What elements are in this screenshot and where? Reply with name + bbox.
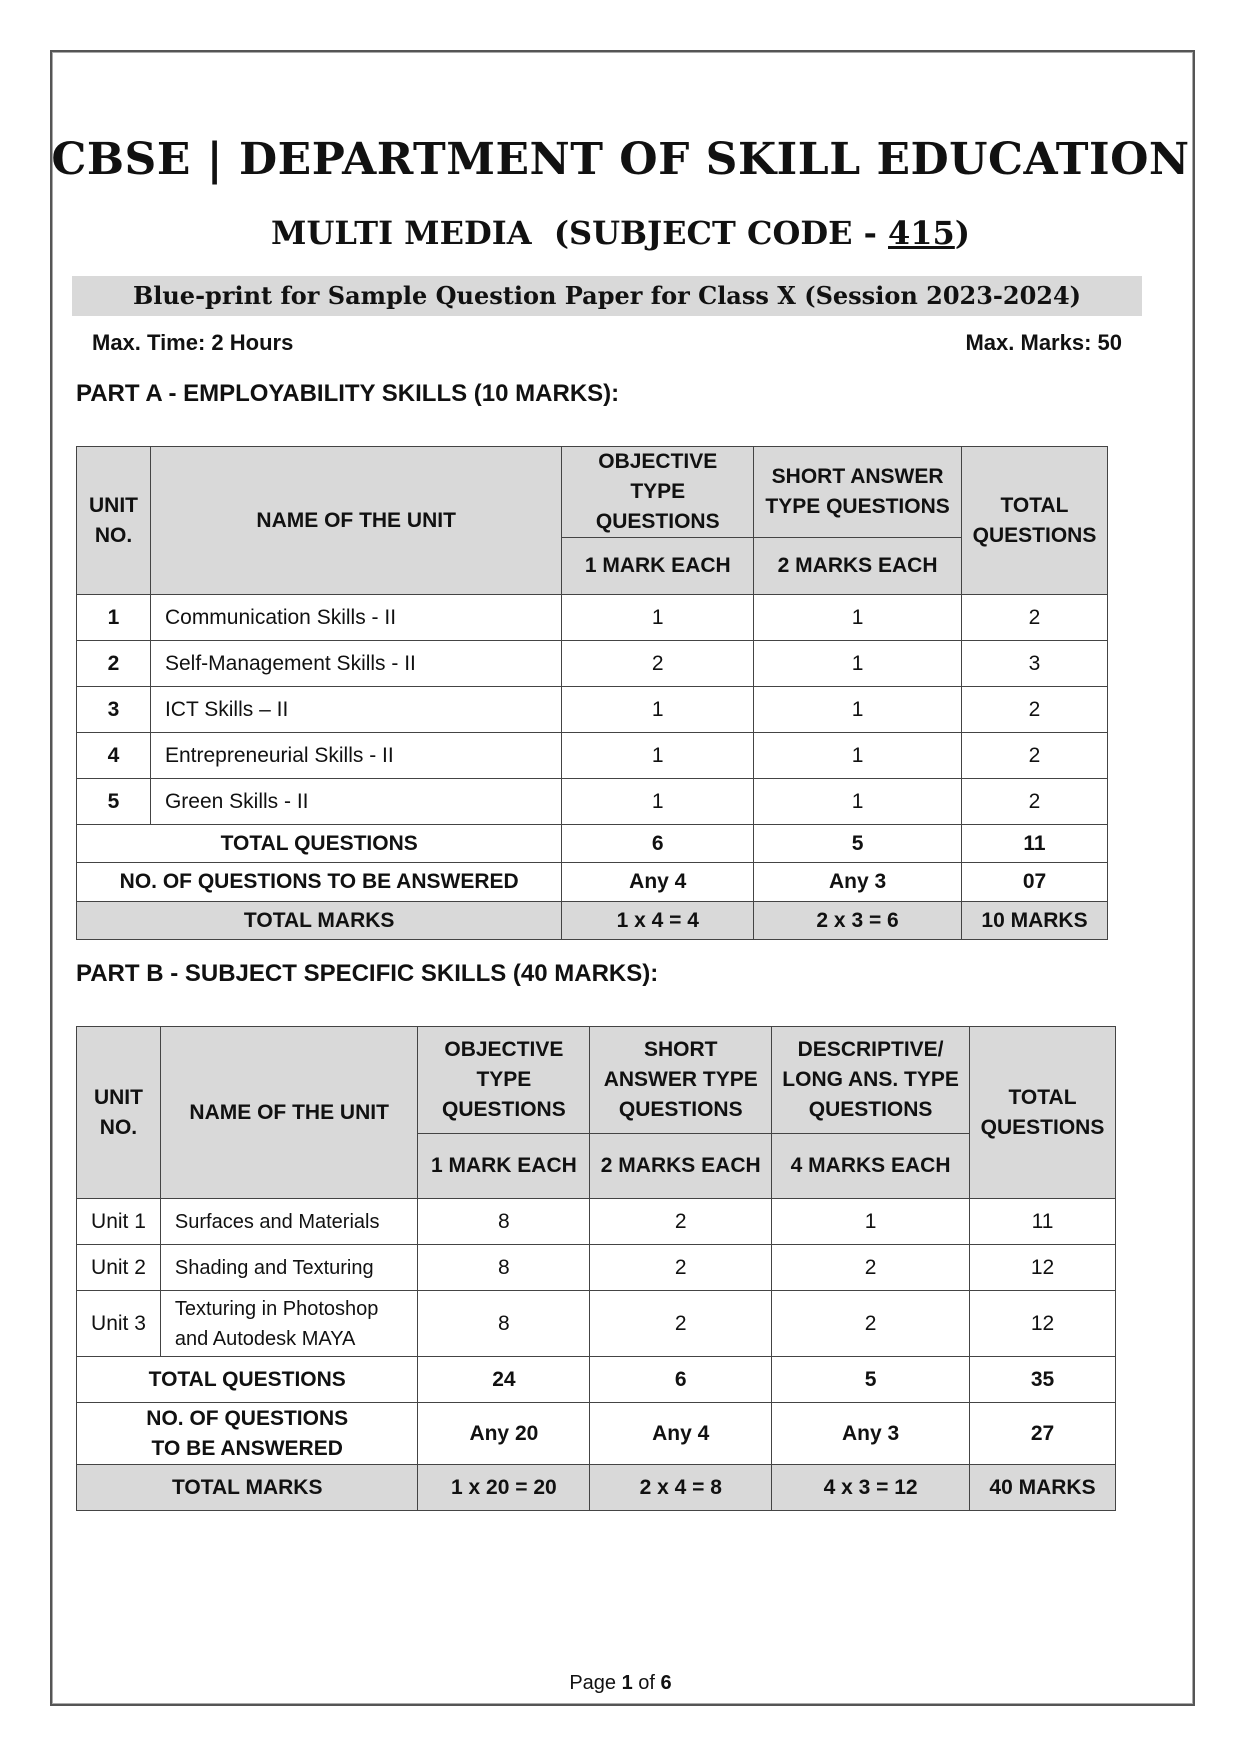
short-count: 1: [754, 641, 962, 687]
page-total: 6: [660, 1672, 672, 1694]
unit-name: Surfaces and Materials: [160, 1199, 418, 1245]
total-count: 11: [970, 1199, 1116, 1245]
page-footer: [0, 1672, 1241, 1695]
questions-to-answer-row: [77, 863, 1108, 902]
objective-count: 2: [562, 641, 754, 687]
long-count: 2: [772, 1245, 970, 1291]
total-count: 3: [962, 641, 1108, 687]
marks-short: 2 x 4 = 8: [590, 1465, 772, 1511]
col-short-marks: 2 MARKS EACH: [754, 538, 962, 595]
long-count: 2: [772, 1291, 970, 1357]
marks-total: 10 MARKS: [962, 902, 1108, 940]
answer-short: Any 3: [754, 863, 962, 902]
unit-name: Self-Management Skills - II: [150, 641, 561, 687]
total-short: 6: [590, 1357, 772, 1403]
answer-long: Any 3: [772, 1403, 970, 1465]
marks-total: 40 MARKS: [970, 1465, 1116, 1511]
questions-to-answer-label: NO. OF QUESTIONS TO BE ANSWERED: [77, 863, 562, 902]
col-objective: OBJECTIVE TYPE QUESTIONS: [562, 447, 754, 538]
objective-count: 8: [418, 1199, 590, 1245]
subject-title: [0, 214, 1241, 252]
table-row: [77, 1291, 1116, 1357]
table-row: [77, 779, 1108, 825]
objective-count: 1: [562, 687, 754, 733]
marks-objective: 1 x 4 = 4: [562, 902, 754, 940]
total-objective: 6: [562, 825, 754, 863]
questions-to-answer-line1: NO. OF QUESTIONS: [146, 1406, 349, 1430]
answer-total: 27: [970, 1403, 1116, 1465]
table-row: [77, 595, 1108, 641]
total-all: 11: [962, 825, 1108, 863]
col-short-marks: 2 MARKS EACH: [590, 1134, 772, 1199]
unit-name: Texturing in Photoshop and Autodesk MAYA: [160, 1291, 418, 1357]
col-short-answer: SHORT ANSWER TYPE QUESTIONS: [590, 1027, 772, 1134]
long-count: 1: [772, 1199, 970, 1245]
unit-name: Shading and Texturing: [160, 1245, 418, 1291]
short-count: 1: [754, 687, 962, 733]
unit-no: 1: [77, 595, 151, 641]
col-short-answer: SHORT ANSWER TYPE QUESTIONS: [754, 447, 962, 538]
part-a-heading: PART A - EMPLOYABILITY SKILLS (10 MARKS):: [76, 380, 620, 407]
total-marks-label: TOTAL MARKS: [77, 902, 562, 940]
answer-short: Any 4: [590, 1403, 772, 1465]
objective-count: 1: [562, 733, 754, 779]
objective-count: 8: [418, 1291, 590, 1357]
short-count: 1: [754, 779, 962, 825]
unit-no: 5: [77, 779, 151, 825]
total-count: 2: [962, 733, 1108, 779]
page-word: Page: [569, 1672, 617, 1694]
col-unit-no: UNIT NO.: [77, 1027, 161, 1199]
table-row: [77, 733, 1108, 779]
total-marks-row: [77, 902, 1108, 940]
marks-objective: 1 x 20 = 20: [418, 1465, 590, 1511]
unit-no: Unit 1: [77, 1199, 161, 1245]
subject-code: 415: [888, 214, 955, 252]
unit-name: Green Skills - II: [150, 779, 561, 825]
subject-title-prefix: MULTI MEDIA (SUBJECT CODE -: [271, 214, 889, 252]
short-count: 2: [590, 1199, 772, 1245]
part-b-table: [76, 1026, 1116, 1511]
short-count: 2: [590, 1291, 772, 1357]
unit-name: Communication Skills - II: [150, 595, 561, 641]
total-count: 2: [962, 595, 1108, 641]
part-a-table: [76, 446, 1108, 940]
table-row: [77, 687, 1108, 733]
short-count: 2: [590, 1245, 772, 1291]
unit-no: Unit 2: [77, 1245, 161, 1291]
objective-count: 1: [562, 595, 754, 641]
page-title: CBSE | DEPARTMENT OF SKILL EDUCATION: [51, 134, 1190, 185]
col-long-marks: 4 MARKS EACH: [772, 1134, 970, 1199]
unit-name: ICT Skills – II: [150, 687, 561, 733]
total-count: 12: [970, 1291, 1116, 1357]
col-total: TOTAL QUESTIONS: [970, 1027, 1116, 1199]
total-objective: 24: [418, 1357, 590, 1403]
col-unit-no: UNIT NO.: [77, 447, 151, 595]
unit-no: 2: [77, 641, 151, 687]
col-objective-marks: 1 MARK EACH: [562, 538, 754, 595]
questions-to-answer-row: [77, 1403, 1116, 1465]
total-long: 5: [772, 1357, 970, 1403]
total-marks-row: [77, 1465, 1116, 1511]
part-b-heading: PART B - SUBJECT SPECIFIC SKILLS (40 MARKS):: [76, 960, 659, 987]
max-marks: Max. Marks: 50: [965, 330, 1122, 355]
total-short: 5: [754, 825, 962, 863]
answer-total: 07: [962, 863, 1108, 902]
answer-objective: Any 20: [418, 1403, 590, 1465]
total-questions-row: [77, 825, 1108, 863]
marks-short: 2 x 3 = 6: [754, 902, 962, 940]
unit-name: Entrepreneurial Skills - II: [150, 733, 561, 779]
max-time: Max. Time: 2 Hours: [92, 330, 294, 355]
total-all: 35: [970, 1357, 1116, 1403]
subject-title-suffix: ): [954, 214, 970, 252]
of-word: of: [638, 1672, 655, 1694]
total-count: 2: [962, 779, 1108, 825]
total-questions-row: [77, 1357, 1116, 1403]
total-questions-label: TOTAL QUESTIONS: [77, 825, 562, 863]
table-row: [77, 1245, 1116, 1291]
short-count: 1: [754, 595, 962, 641]
blueprint-banner: Blue-print for Sample Question Paper for Class X (Session 2023-2024): [72, 276, 1142, 316]
total-count: 2: [962, 687, 1108, 733]
col-objective: OBJECTIVE TYPE QUESTIONS: [418, 1027, 590, 1134]
table-row: [77, 1199, 1116, 1245]
unit-no: 3: [77, 687, 151, 733]
total-marks-label: TOTAL MARKS: [77, 1465, 418, 1511]
col-unit-name: NAME OF THE UNIT: [150, 447, 561, 595]
objective-count: 8: [418, 1245, 590, 1291]
table-row: [77, 641, 1108, 687]
col-long-answer: DESCRIPTIVE/ LONG ANS. TYPE QUESTIONS: [772, 1027, 970, 1134]
col-total: TOTAL QUESTIONS: [962, 447, 1108, 595]
questions-to-answer-label: [77, 1403, 418, 1465]
page-number: 1: [621, 1672, 633, 1694]
unit-no: Unit 3: [77, 1291, 161, 1357]
unit-no: 4: [77, 733, 151, 779]
col-objective-marks: 1 MARK EACH: [418, 1134, 590, 1199]
col-unit-name: NAME OF THE UNIT: [160, 1027, 418, 1199]
marks-long: 4 x 3 = 12: [772, 1465, 970, 1511]
answer-objective: Any 4: [562, 863, 754, 902]
short-count: 1: [754, 733, 962, 779]
total-questions-label: TOTAL QUESTIONS: [77, 1357, 418, 1403]
questions-to-answer-line2: TO BE ANSWERED: [151, 1436, 343, 1460]
objective-count: 1: [562, 779, 754, 825]
total-count: 12: [970, 1245, 1116, 1291]
